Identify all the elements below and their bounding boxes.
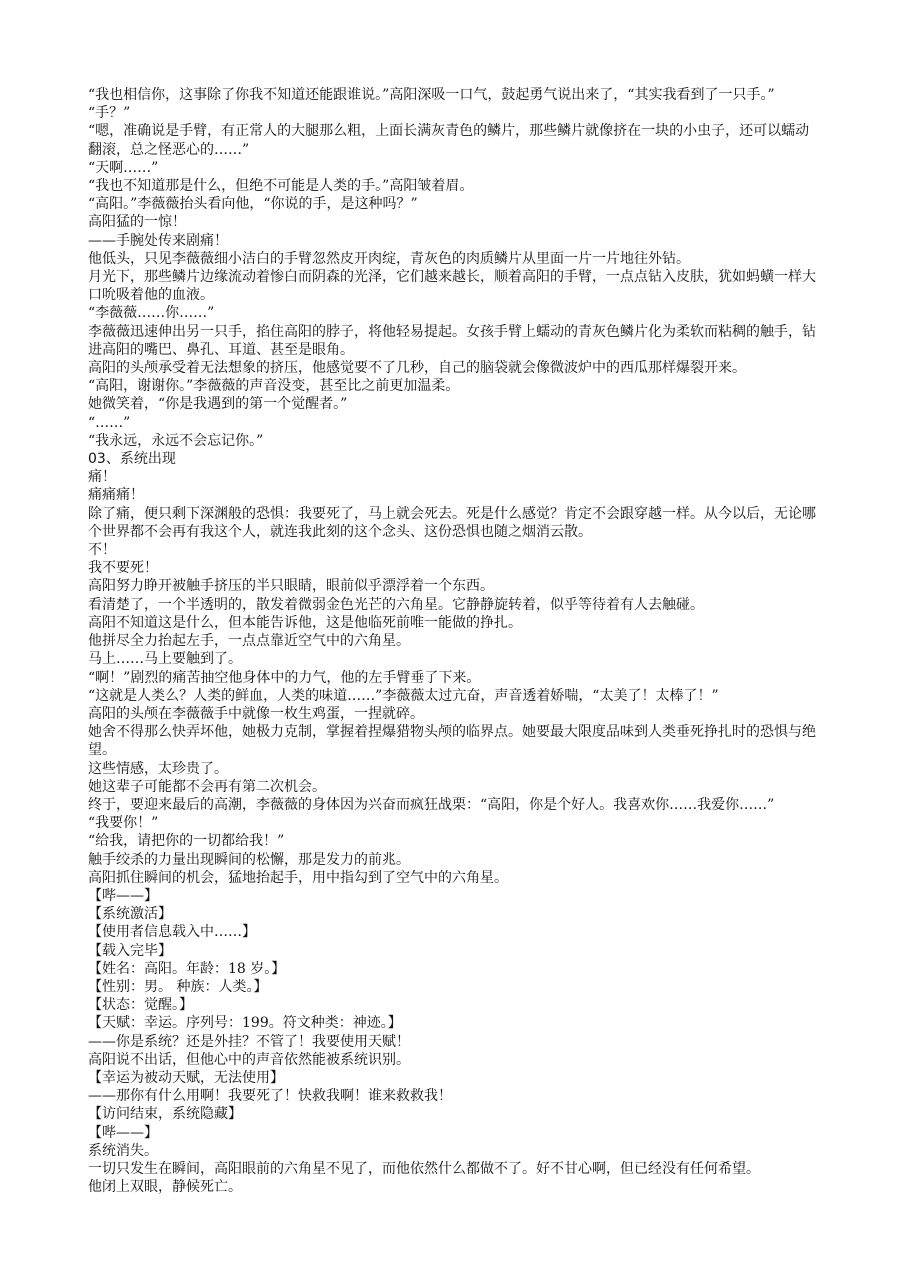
system-message: 【使用者信息载入中……】 <box>88 924 256 941</box>
paragraph: 痛痛痛！ <box>88 487 144 504</box>
paragraph: “高阳。”李薇薇抬头看向他，“你说的手，是这种吗？” <box>88 196 418 213</box>
paragraph: “高阳，谢谢你。”李薇薇的声音没变，甚至比之前更加温柔。 <box>88 378 460 395</box>
system-message: 【天赋：幸运。序列号：199。符文种类：神迹。】 <box>88 1015 402 1032</box>
paragraph: 高阳努力睁开被触手挤压的半只眼睛，眼前似乎漂浮着一个东西。 <box>88 578 494 595</box>
paragraph: 马上……马上要触到了。 <box>88 651 242 668</box>
paragraph: 触手绞杀的力量出现瞬间的松懈，那是发力的前兆。 <box>88 851 410 868</box>
document-body <box>88 86 823 1196</box>
paragraph: “嗯，准确说是手臂，有正常人的大腿那么粗，上面长满灰青色的鳞片，那些鳞片就像挤在一块的小虫子，还可以蠕动翻滚，总之怪恶心的……” <box>88 123 810 158</box>
system-message: 【幸运为被动天赋，无法使用】 <box>88 1069 284 1086</box>
paragraph: 高阳不知道这是什么，但本能告诉他，这是他临死前唯一能做的挣扎。 <box>88 614 522 631</box>
paragraph: 不！ <box>88 542 116 559</box>
paragraph: 她微笑着，“你是我遇到的第一个觉醒者。” <box>88 396 348 413</box>
paragraph: “这就是人类么？人类的鲜血，人类的味道……”李薇薇太过亢奋，声音透着娇喘，“太美了！太棒了！” <box>88 687 719 704</box>
paragraph: ——那你有什么用啊！我要死了！快救我啊！谁来救救我！ <box>88 1088 452 1105</box>
paragraph: 高阳说不出话，但他心中的声音依然能被系统识别。 <box>88 1051 410 1068</box>
paragraph: 月光下，那些鳞片边缘流动着惨白而阴森的光泽，它们越来越长，顺着高阳的手臂，一点点钻入皮肤，犹如蚂蟥一样大口吮吸着他的血液。 <box>88 269 816 304</box>
system-message: 【系统激活】 <box>88 906 172 923</box>
paragraph: “天啊……” <box>88 159 159 176</box>
paragraph: 一切只发生在瞬间，高阳眼前的六角星不见了，而他依然什么都做不了。好不甘心啊，但已经没有任何希望。 <box>88 1160 760 1177</box>
paragraph: 他闭上双眼，静候死亡。 <box>88 1179 242 1196</box>
paragraph: 终于，要迎来最后的高潮，李薇薇的身体因为兴奋而疯狂战栗：“高阳，你是个好人。我喜欢你……我爱你……” <box>88 796 775 813</box>
paragraph: “啊！”剧烈的痛苦抽空他身体中的力气，他的左手臂垂了下来。 <box>88 669 481 686</box>
paragraph: 痛！ <box>88 469 116 486</box>
system-message: 【哔——】 <box>88 887 158 904</box>
paragraph: 他低头，只见李薇薇细小洁白的手臂忽然皮开肉绽，青灰色的肉质鳞片从里面一片一片地往外钻。 <box>88 250 690 267</box>
paragraph: 她舍不得那么快弄坏他，她极力克制，掌握着捏爆猎物头颅的临界点。她要最大限度品味到人类垂死挣扎时的恐惧与绝望。 <box>88 724 816 759</box>
paragraph: 除了痛，便只剩下深渊般的恐惧：我要死了，马上就会死去。死是什么感觉？肯定不会跟穿越一样。从今以后，无论哪个世界都不会再有我这个人，就连我此刻的这个念头、这份恐惧也随之烟消云散。 <box>88 505 816 540</box>
paragraph: “给我，请把你的一切都给我！” <box>88 833 285 850</box>
paragraph: 她这辈子可能都不会再有第二次机会。 <box>88 778 326 795</box>
system-message: 【访问结束，系统隐藏】 <box>88 1106 242 1123</box>
system-message: 【性别：男。 种族：人类。】 <box>88 978 268 995</box>
paragraph: “李薇薇……你……” <box>88 305 215 322</box>
system-message: 【载入完毕】 <box>88 942 172 959</box>
paragraph: “我永远，永远不会忘记你。” <box>88 432 264 449</box>
paragraph: 这些情感，太珍贵了。 <box>88 760 228 777</box>
paragraph: 高阳猛的一惊！ <box>88 214 186 231</box>
paragraph: “……” <box>88 414 131 431</box>
paragraph: 李薇薇迅速伸出另一只手，掐住高阳的脖子，将他轻易提起。女孩手臂上蠕动的青灰色鳞片化为柔软而粘稠的触手，钻进高阳的嘴巴、鼻孔、耳道、甚至是眼角。 <box>88 323 816 358</box>
paragraph: ——手腕处传来剧痛！ <box>88 232 228 249</box>
paragraph: “我也相信你，这事除了你我不知道还能跟谁说。”高阳深吸一口气，鼓起勇气说出来了，“其实我看到了一只手。” <box>88 87 775 103</box>
system-message: 【哔——】 <box>88 1124 158 1141</box>
paragraph: “我也不知道那是什么，但绝不可能是人类的手。”高阳皱着眉。 <box>88 178 474 195</box>
paragraph: 他拼尽全力抬起左手，一点点靠近空气中的六角星。 <box>88 633 410 650</box>
system-message: 【状态：觉醒。】 <box>88 997 193 1014</box>
chapter-heading: 03、系统出现 <box>88 451 176 468</box>
paragraph: “我要你！” <box>88 815 159 832</box>
paragraph: 高阳的头颅承受着无法想象的挤压，他感觉要不了几秒，自己的脑袋就会像微波炉中的西瓜那样爆裂开来。 <box>88 360 746 377</box>
paragraph: ——你是系统？还是外挂？不管了！我要使用天赋！ <box>88 1033 410 1050</box>
paragraph: 高阳的头颅在李薇薇手中就像一枚生鸡蛋，一捏就碎。 <box>88 705 424 722</box>
paragraph: 高阳抓住瞬间的机会，猛地抬起手，用中指勾到了空气中的六角星。 <box>88 869 508 886</box>
paragraph: 看清楚了，一个半透明的，散发着微弱金色光芒的六角星。它静静旋转着，似乎等待着有人去触碰。 <box>88 596 704 613</box>
system-message: 【姓名：高阳。年龄：18 岁。】 <box>88 960 286 977</box>
paragraph: 我不要死！ <box>88 560 158 577</box>
paragraph: “手？” <box>88 105 131 122</box>
paragraph: 系统消失。 <box>88 1142 158 1159</box>
